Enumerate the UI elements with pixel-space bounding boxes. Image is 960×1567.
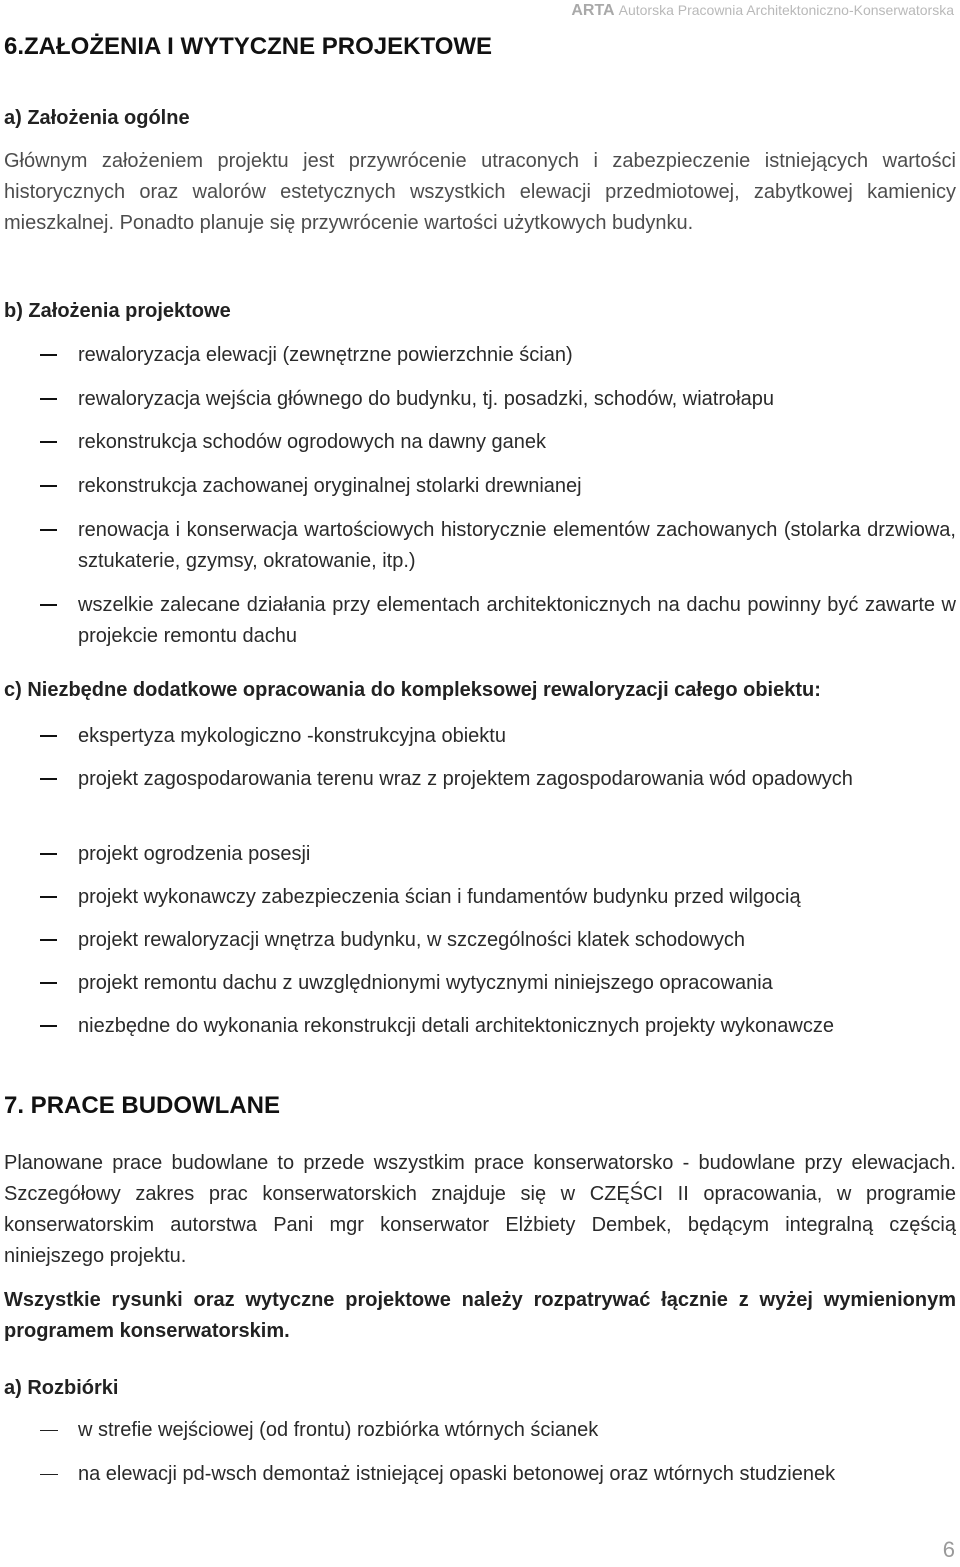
list-item-text: rewaloryzacja elewacji (zewnętrzne powierzchnie ścian) (78, 344, 573, 366)
dash-bullet (40, 1430, 58, 1431)
dash-bullet (40, 398, 57, 400)
list-item-text: renowacja i konserwacja wartościowych historycznie elementów zachowanych (stolarka drzwiowa, sztukaterie, gzymsy, okratowanie, itp.) (78, 519, 956, 572)
dash-bullet (40, 604, 57, 606)
dash-bullet (40, 778, 57, 780)
list-item-text: projekt ogrodzenia posesji (78, 843, 311, 865)
dash-bullet (40, 735, 57, 737)
list-item-text: projekt remontu dachu z uwzględnionymi wytycznymi niniejszego opracowania (78, 972, 773, 994)
header-brand (571, 2, 954, 20)
list-item-text: na elewacji pd-wsch demontaż istniejącej opaski betonowej oraz wtórnych studzienek (78, 1463, 836, 1485)
list-item-text: wszelkie zalecane działania przy elementach architektonicznych na dachu powinny być zawarte w projekcie remontu dachu (78, 594, 956, 647)
section-6-title: 6.ZAŁOŻENIA I WYTYCZNE PROJEKTOWE (4, 33, 493, 60)
section-7-title: 7. PRACE BUDOWLANE (4, 1092, 281, 1119)
list-item-text: projekt wykonawczy zabezpieczenia ścian i fundamentów budynku przed wilgocią (78, 886, 801, 908)
list-item-text: niezbędne do wykonania rekonstrukcji detali architektonicznych projekty wykonawcze (78, 1015, 834, 1037)
dash-bullet (40, 1474, 58, 1475)
section-7a-heading: a) Rozbiórki (4, 1377, 119, 1399)
section-6a-text: Głównym założeniem projektu jest przywrócenie utraconych i zabezpieczenie istniejących wartości historycznych oraz walorów estetycznych wszystkich elewacji przedmiotowej, zabytkowej kamienicy mieszkalnej. Ponadto planuje się przywrócenie wartości użytkowych budynku. (4, 150, 956, 234)
dash-bullet (40, 982, 57, 984)
list-item-text: projekt rewaloryzacji wnętrza budynku, w szczególności klatek schodowych (78, 929, 745, 951)
dash-bullet (40, 529, 57, 531)
list-item-text: w strefie wejściowej (od frontu) rozbiórka wtórnych ścianek (78, 1419, 599, 1441)
dash-bullet (40, 939, 57, 941)
dash-bullet (40, 485, 57, 487)
dash-bullet (40, 1025, 57, 1027)
section-7-bold-note: Wszystkie rysunki oraz wytyczne projektowe należy rozpatrywać łącznie z wyżej wymienionym programem konserwatorskim. (4, 1289, 956, 1342)
section-6a-heading: a) Założenia ogólne (4, 107, 190, 129)
section-6b-heading: b) Założenia projektowe (4, 300, 231, 322)
section-7-text: Planowane prace budowlane to przede wszystkim prace konserwatorsko - budowlane przy elewacjach. Szczegółowy zakres prac konserwatorskich znajduje się w CZĘŚCI II opracowania, w programie konserwatorskim autorstwa Pani mgr konserwator Elżbiety Dembek, będącym integralną częścią niniejszego projektu. (4, 1152, 956, 1267)
list-item-text: rekonstrukcja zachowanej oryginalnej stolarki drewnianej (78, 475, 582, 497)
dash-bullet (40, 853, 57, 855)
list-item-text: ekspertyza mykologiczno -konstrukcyjna obiektu (78, 725, 506, 747)
list-item-text: rewaloryzacja wejścia głównego do budynku, tj. posadzki, schodów, wiatrołapu (78, 388, 774, 410)
section-6c-heading: c) Niezbędne dodatkowe opracowania do kompleksowej rewaloryzacji całego obiektu: (4, 679, 821, 701)
dash-bullet (40, 441, 57, 443)
dash-bullet (40, 896, 57, 898)
list-item-text: rekonstrukcja schodów ogrodowych na dawny ganek (78, 431, 547, 453)
brand-subtitle: Autorska Pracownia Architektoniczno-Konserwatorska (618, 2, 954, 18)
brand-logo: ARTA (571, 2, 615, 19)
list-item-text: projekt zagospodarowania terenu wraz z projektem zagospodarowania wód opadowych (78, 768, 853, 790)
page-number: 6 (942, 1537, 955, 1562)
dash-bullet (40, 354, 57, 356)
